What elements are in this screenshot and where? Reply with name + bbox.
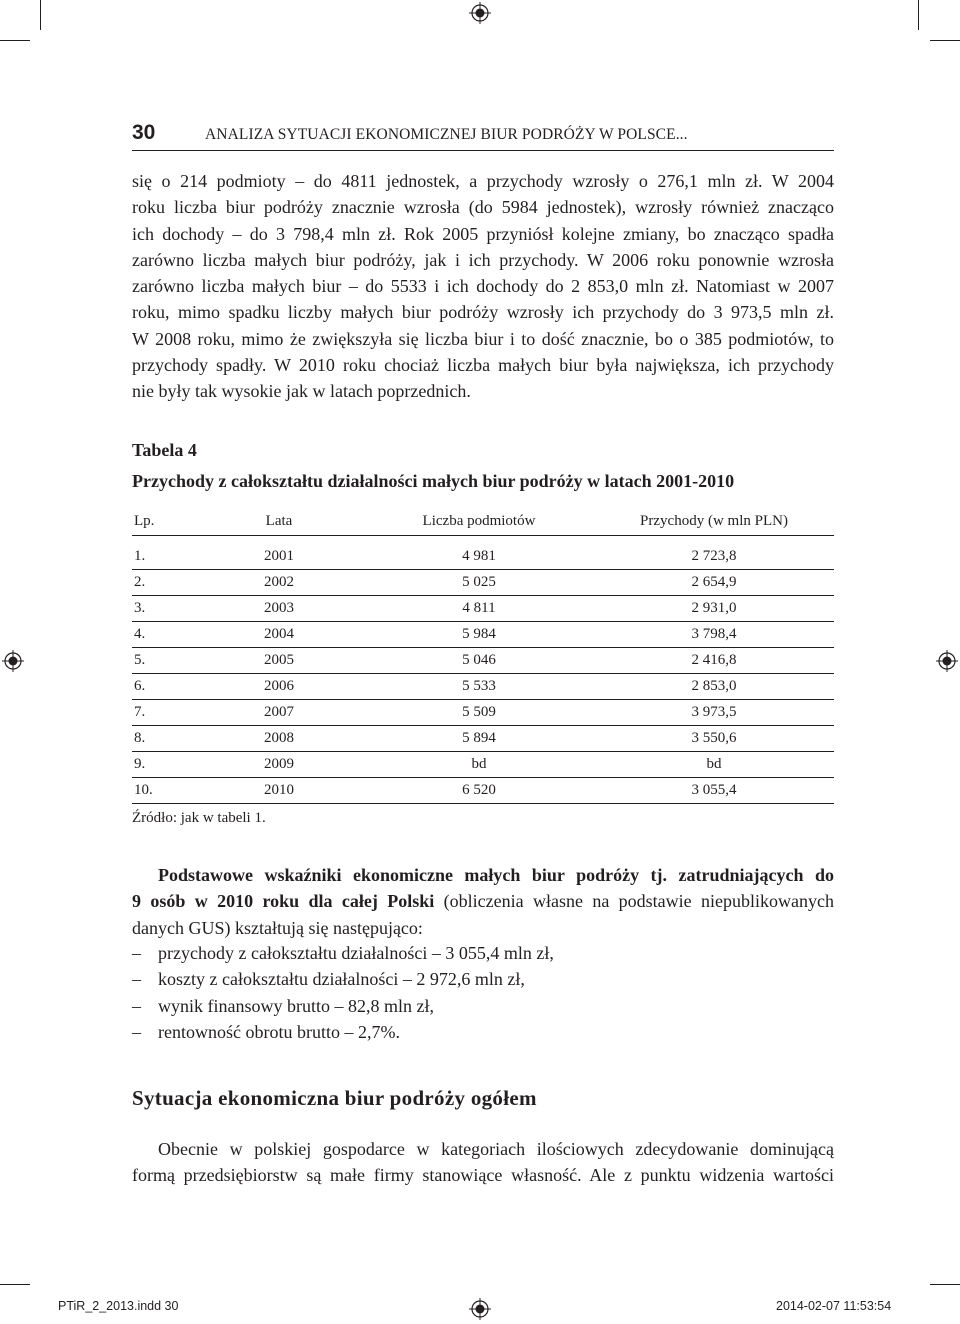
text-line: roku liczba biur podróży znacznie wzrosła (do 5984 jednostek), wzrosły również znacząco (132, 197, 834, 218)
table-row (132, 700, 834, 726)
column-header-lp: Lp. (132, 507, 194, 536)
table-cell: 2005 (194, 648, 364, 674)
crop-mark (930, 40, 960, 41)
table-cell: 2006 (194, 674, 364, 700)
table-cell: 8. (132, 726, 194, 752)
table-source-note: Źródło: jak w tabeli 1. (132, 810, 266, 826)
list-item (132, 966, 554, 992)
table-row (132, 674, 834, 700)
table-row (132, 726, 834, 752)
table-cell: 2. (132, 570, 194, 596)
regular-text: (obliczenia własne na podstawie niepublikowanych (434, 891, 834, 912)
dash-bullet: – (132, 995, 141, 1016)
crop-mark (0, 1284, 30, 1285)
table-cell: 2004 (194, 622, 364, 648)
text-line (132, 888, 834, 914)
crop-mark (0, 40, 30, 41)
revenue-table (132, 507, 834, 804)
table-cell: 7. (132, 700, 194, 726)
table-cell: 2 853,0 (594, 674, 834, 700)
registration-mark-icon (469, 2, 491, 24)
list-item (132, 940, 554, 966)
table-cell: 2009 (194, 752, 364, 778)
table-row (132, 622, 834, 648)
table-cell: 2001 (194, 544, 364, 570)
table-row (132, 544, 834, 570)
text-line (132, 862, 834, 888)
registration-mark-icon (469, 1298, 491, 1320)
crop-mark (40, 0, 41, 30)
text-line: zarówno liczba małych biur podróży, jak i ich przychody. W 2006 roku ponownie wzrosła (132, 249, 834, 270)
text-line: nie były tak wysokie jak w latach poprzednich. (132, 381, 471, 402)
table-cell: 4 811 (364, 596, 594, 622)
table-row (132, 648, 834, 674)
header-rule (132, 150, 834, 151)
text-line: W 2008 roku, mimo że zwiększyła się liczba biur i to dość znacznie, bo o 385 podmiotów, to (132, 328, 834, 349)
table-cell: 6 520 (364, 778, 594, 804)
table-cell: bd (594, 752, 834, 778)
table-row (132, 596, 834, 622)
column-header-revenue: Przychody (w mln PLN) (594, 507, 834, 536)
table-cell: 10. (132, 778, 194, 804)
list-item (132, 1019, 554, 1045)
registration-mark-icon (936, 650, 958, 672)
footer-timestamp: 2014-02-07 11:53:54 (776, 1299, 892, 1313)
table-row (132, 570, 834, 596)
text-line: się o 214 podmioty – do 4811 jednostek, a przychody wzrosły o 276,1 mln zł. W 2004 (132, 171, 834, 191)
list-item (132, 993, 554, 1019)
table-cell: 5 509 (364, 700, 594, 726)
running-title: ANALIZA SYTUACJI EKONOMICZNEJ BIUR PODRÓŻY W POLSCE... (205, 126, 688, 143)
table-cell: 4. (132, 622, 194, 648)
section-heading: Sytuacja ekonomiczna biur podróży ogółem (132, 1086, 537, 1110)
bold-text: Podstawowe wskaźniki ekonomiczne małych biur podróży tj. zatrudniających do (158, 865, 834, 885)
table-cell: 2003 (194, 596, 364, 622)
text-line: danych GUS) kształtują się następująco: (132, 917, 423, 938)
text-line: ich dochody – do 3 798,4 mln zł. Rok 2005 przyniósł kolejne zmiany, bo znacząco spadła (132, 223, 834, 244)
footer-file-name: PTiR_2_2013.indd 30 (58, 1299, 179, 1313)
table-cell: 5. (132, 648, 194, 674)
table-cell: 5 046 (364, 648, 594, 674)
table-label: Tabela 4 (132, 440, 197, 460)
dash-bullet: – (132, 1021, 141, 1042)
table-cell: 3 973,5 (594, 700, 834, 726)
dash-bullet: – (132, 943, 141, 963)
table-cell: 5 984 (364, 622, 594, 648)
text-line: Obecnie w polskiej gospodarce w kategoriach ilościowych zdecydowanie dominującą (158, 1139, 834, 1159)
table-cell: 2010 (194, 778, 364, 804)
intro-paragraph (132, 168, 834, 405)
table-cell: 2 723,8 (594, 544, 834, 570)
crop-mark (918, 0, 919, 30)
text-line: formą przedsiębiorstw są małe firmy stanowiące własność. Ale z punktu widzenia wartości (132, 1165, 834, 1186)
list-item-text: wynik finansowy brutto – 82,8 mln zł, (158, 995, 434, 1016)
table-cell: 2 931,0 (594, 596, 834, 622)
page-number: 30 (132, 121, 156, 144)
table-cell: 3 798,4 (594, 622, 834, 648)
table-cell: 4 981 (364, 544, 594, 570)
column-header-year: Lata (194, 507, 364, 536)
text-line: przychody spadły. W 2010 roku chociaż liczba małych biur była największa, ich przychody (132, 355, 834, 376)
table-row (132, 778, 834, 804)
table-title: Przychody z całokształtu działalności małych biur podróży w latach 2001-2010 (132, 471, 735, 491)
list-item-text: rentowność obrotu brutto – 2,7%. (158, 1021, 400, 1042)
table-cell: 2007 (194, 700, 364, 726)
text-line: zarówno liczba małych biur – do 5533 i ich dochody do 2 853,0 mln zł. Natomiast w 2007 (132, 276, 834, 297)
list-item-text: przychody z całokształtu działalności – 3 055,4 mln zł, (158, 943, 554, 963)
table-header-row (132, 507, 834, 536)
column-header-count: Liczba podmiotów (364, 507, 594, 536)
table-cell: 5 533 (364, 674, 594, 700)
table-row (132, 752, 834, 778)
crop-mark (930, 1284, 960, 1285)
table-cell: 9. (132, 752, 194, 778)
table-cell: 2 416,8 (594, 648, 834, 674)
table-cell: 6. (132, 674, 194, 700)
table-cell: 5 894 (364, 726, 594, 752)
list-item-text: koszty z całokształtu działalności – 2 972,6 mln zł, (158, 969, 525, 990)
indicators-list (132, 940, 554, 1045)
indicators-paragraph (132, 862, 834, 941)
table-cell: 1. (132, 544, 194, 570)
text-line: roku, mimo spadku liczby małych biur podróży wzrosły ich przychody do 3 973,5 mln zł. (132, 302, 834, 323)
table-cell: 2002 (194, 570, 364, 596)
table-cell: 3 055,4 (594, 778, 834, 804)
table-cell: 3 550,6 (594, 726, 834, 752)
table-cell: bd (364, 752, 594, 778)
bold-text: 9 osób w 2010 roku dla całej Polski (132, 891, 435, 912)
table-cell: 2 654,9 (594, 570, 834, 596)
dash-bullet: – (132, 969, 141, 990)
table-cell: 2008 (194, 726, 364, 752)
table-cell: 5 025 (364, 570, 594, 596)
table-cell: 3. (132, 596, 194, 622)
section-paragraph (132, 1136, 834, 1189)
registration-mark-icon (2, 650, 24, 672)
